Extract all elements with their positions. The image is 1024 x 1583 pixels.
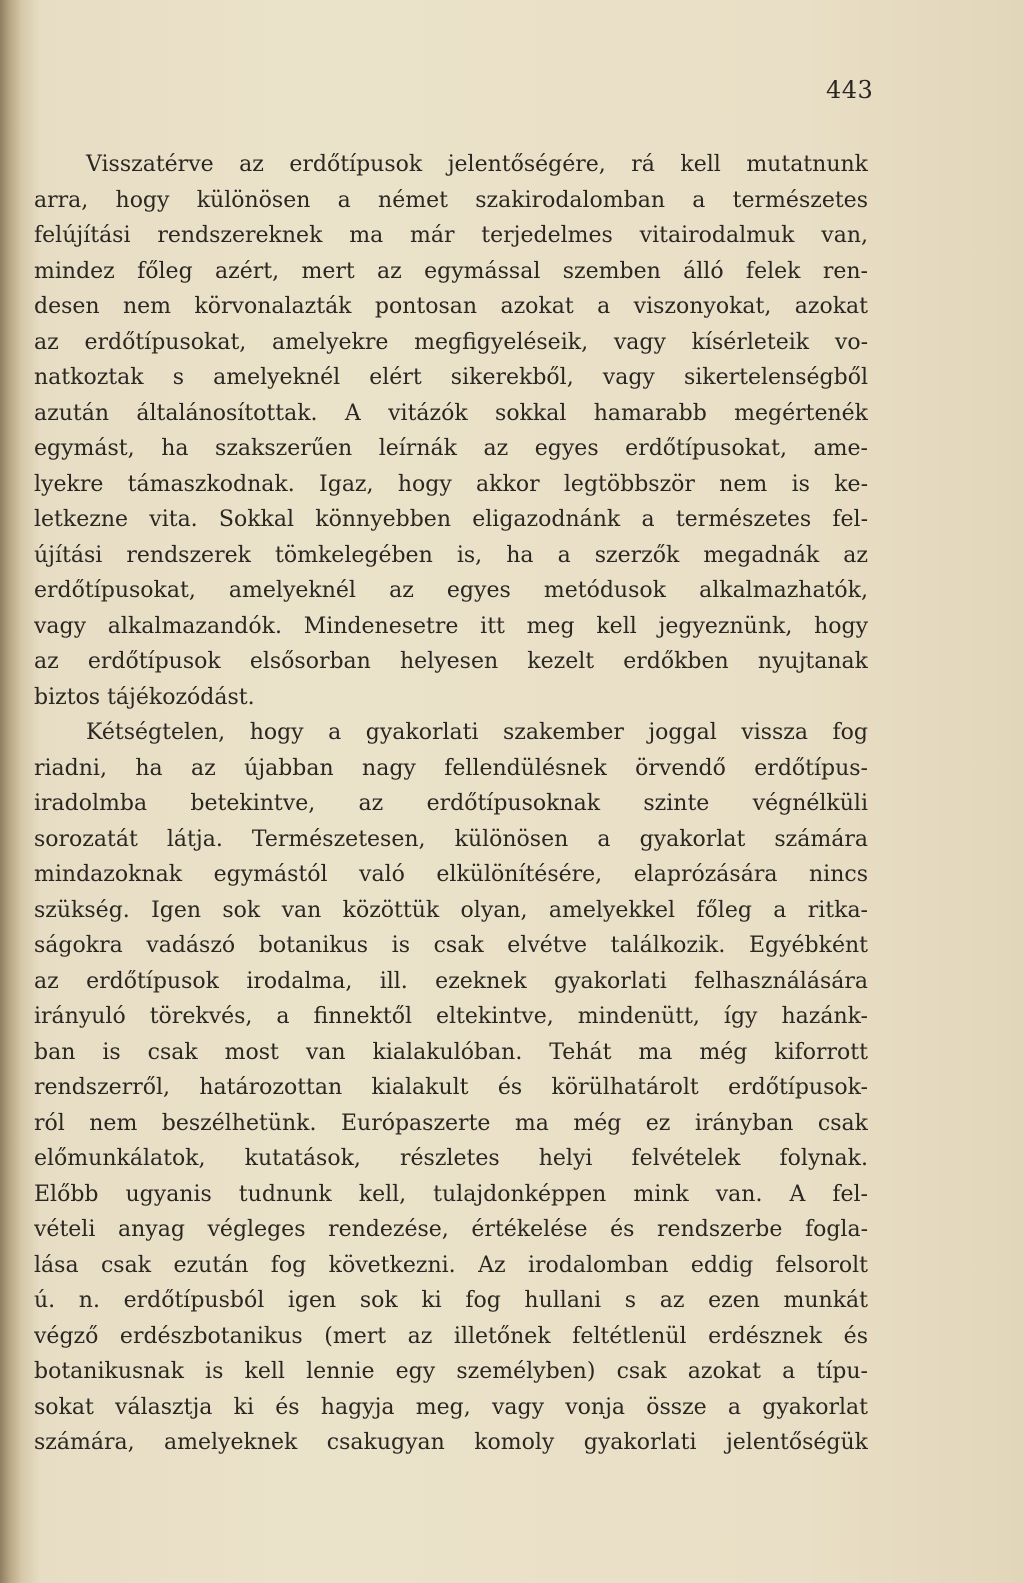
page-number: 443 xyxy=(826,76,874,104)
text-line: sokat választja ki és hagyja meg, vagy vonja össze a gyakorlat xyxy=(34,1394,868,1420)
text-line: mindazoknak egymástól való elkülönítésére, elaprózására nincs xyxy=(34,862,868,887)
paragraph-2 xyxy=(34,715,868,1461)
text-line: arra, hogy különösen a német szakirodalomban a természetes xyxy=(34,187,868,213)
text-line: felújítási rendszereknek ma már terjedelmes vitairodalmuk van, xyxy=(34,223,868,248)
text-line: sorozatát látja. Természetesen, különösen a gyakorlat számára xyxy=(34,826,868,852)
text-line: riadni, ha az újabban nagy fellendülésnek örvendő erdőtípus- xyxy=(34,755,868,781)
text-line: Előbb ugyanis tudnunk kell, tulajdonképpen mink van. A fel- xyxy=(34,1181,868,1207)
text-line: biztos tájékozódást. xyxy=(34,684,255,710)
text-line: az erdőtípusok elsősorban helyesen kezelt erdőkben nyujtanak xyxy=(34,649,868,674)
text-line: vételi anyag végleges rendezése, értékelése és rendszerbe fogla- xyxy=(34,1217,868,1242)
text-line: számára, amelyeknek csakugyan komoly gyakorlati jelentőségük xyxy=(34,1430,868,1455)
text-line: ságokra vadászó botanikus is csak elvétve találkozik. Egyébként xyxy=(34,933,868,958)
text-line: lása csak ezután fog következni. Az irodalomban eddig felsorolt xyxy=(34,1252,868,1278)
text-line: az erdőtípusok irodalma, ill. ezeknek gyakorlati felhasználására xyxy=(34,968,868,994)
text-line: egymást, ha szakszerűen leírnák az egyes erdőtípusokat, ame- xyxy=(34,436,868,461)
text-line: lyekre támaszkodnak. Igaz, hogy akkor legtöbbször nem is ke- xyxy=(34,471,868,497)
text-line: azután általánosítottak. A vitázók sokkal hamarabb megértenék xyxy=(34,400,868,426)
text-line: az erdőtípusokat, amelyekre megfigyeléseik, vagy kísérleteik vo- xyxy=(34,329,868,355)
text-line: natkoztak s amelyeknél elért sikerekből, vagy sikertelenségből xyxy=(34,365,868,390)
text-line: irányuló törekvés, a finnektől eltekintve, mindenütt, így hazánk- xyxy=(34,1004,868,1029)
text-line: rendszerről, határozottan kialakult és körülhatárolt erdőtípusok- xyxy=(34,1075,868,1100)
text-line: előmunkálatok, kutatások, részletes helyi felvételek folynak. xyxy=(34,1146,868,1171)
text-line: ban is csak most van kialakulóban. Tehát ma még kiforrott xyxy=(34,1039,868,1065)
text-line: mindez főleg azért, mert az egymással szemben álló felek ren- xyxy=(34,258,868,284)
text-line: vagy alkalmazandók. Mindenesetre itt meg kell jegyeznünk, hogy xyxy=(34,613,868,639)
text-line: desen nem körvonalazták pontosan azokat a viszonyokat, azokat xyxy=(34,294,868,319)
body-text xyxy=(34,147,868,1461)
text-line: ú. n. erdőtípusból igen sok ki fog hullani s az ezen munkát xyxy=(34,1288,868,1313)
text-line: ról nem beszélhetünk. Európaszerte ma még ez irányban csak xyxy=(34,1110,868,1136)
text-line: végző erdészbotanikus (mert az illetőnek feltétlenül erdésznek és xyxy=(34,1323,868,1349)
text-line: letkezne vita. Sokkal könnyebben eligazodnánk a természetes fel- xyxy=(34,507,868,532)
text-line: újítási rendszerek tömkelegében is, ha a szerzők megadnák az xyxy=(34,542,868,568)
text-line: Visszatérve az erdőtípusok jelentőségére, rá kell mutatnunk xyxy=(86,152,868,177)
text-line: szükség. Igen sok van közöttük olyan, amelyekkel főleg a ritka- xyxy=(34,897,868,923)
text-line: erdőtípusokat, amelyeknél az egyes metódusok alkalmazhatók, xyxy=(34,578,868,603)
text-line: Kétségtelen, hogy a gyakorlati szakember joggal vissza fog xyxy=(86,720,868,745)
text-line: botanikusnak is kell lennie egy személyben) csak azokat a típu- xyxy=(34,1359,868,1384)
paragraph-1 xyxy=(34,147,868,715)
text-line: iradolmba betekintve, az erdőtípusoknak szinte végnélküli xyxy=(34,791,868,816)
